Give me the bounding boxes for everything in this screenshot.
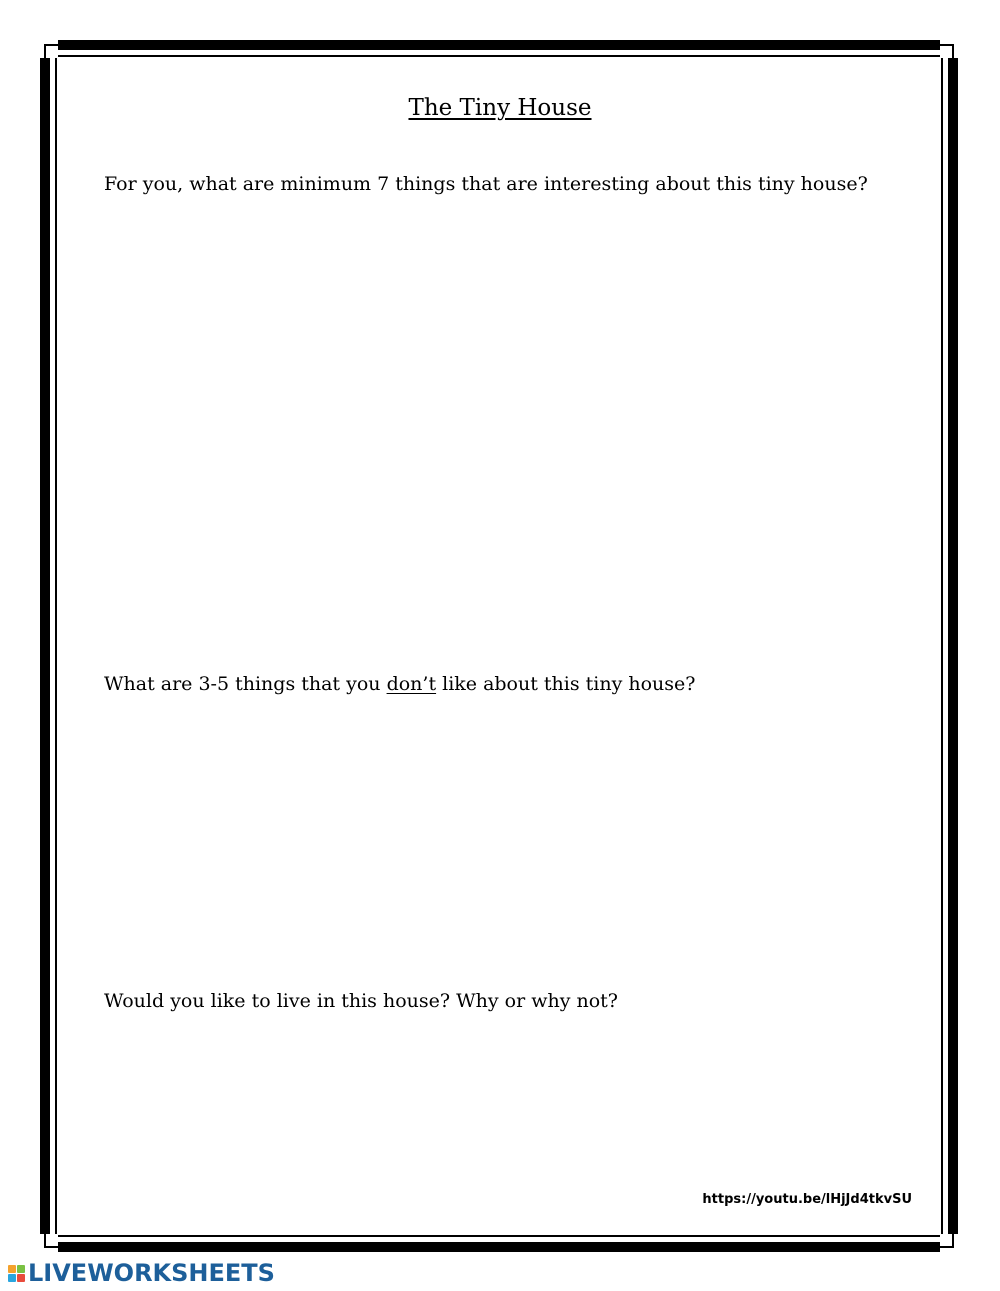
question-2 — [104, 673, 695, 695]
border-corner-top-right — [940, 40, 958, 58]
answer-area-1[interactable] — [104, 215, 894, 655]
corner-accent — [44, 44, 58, 46]
liveworksheets-brand[interactable] — [8, 1259, 275, 1287]
corner-accent — [952, 44, 954, 58]
border-corner-bottom-left — [40, 1234, 58, 1252]
question-2-text-before: What are 3-5 things that you — [104, 673, 387, 695]
question-2-emphasis: don’t — [386, 673, 437, 695]
worksheet-title: The Tiny House — [408, 95, 592, 121]
border-corner-top-left — [40, 40, 58, 58]
corner-accent — [44, 44, 46, 58]
liveworksheets-logo-icon — [8, 1265, 25, 1282]
corner-accent — [44, 1246, 58, 1248]
border-corner-bottom-right — [940, 1234, 958, 1252]
answer-area-3[interactable] — [104, 1030, 894, 1180]
question-2-text-after: like about this tiny house? — [436, 673, 696, 695]
corner-accent — [952, 1234, 954, 1248]
brand-name: LIVEWORKSHEETS — [28, 1259, 275, 1287]
question-1: For you, what are minimum 7 things that are interesting about this tiny house? — [104, 173, 868, 195]
video-source-link[interactable]: https://youtu.be/lHjJd4tkvSU — [702, 1192, 912, 1207]
answer-area-2[interactable] — [104, 715, 894, 970]
question-3: Would you like to live in this house? Why or why not? — [104, 990, 618, 1012]
corner-accent — [44, 1234, 46, 1248]
